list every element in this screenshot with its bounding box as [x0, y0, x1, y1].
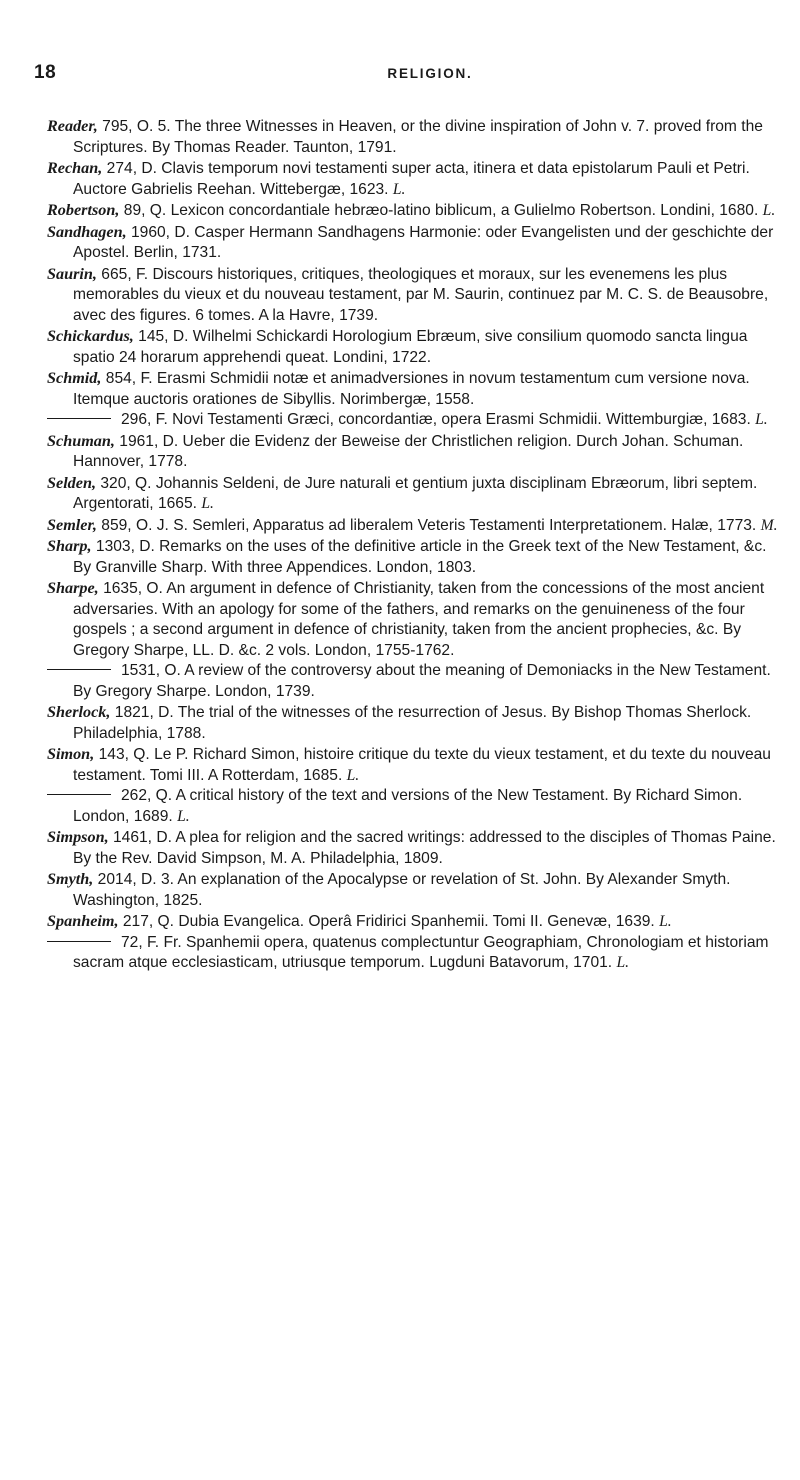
catalogue-entry — [47, 661, 779, 702]
catalogue-entry — [47, 536, 779, 578]
entry-author: Selden, — [47, 473, 97, 492]
ditto-dash — [47, 794, 111, 795]
collection-mark: L. — [177, 807, 190, 825]
entry-text: 2014, D. 3. An explanation of the Apocalypse or revelation of St. John. By Alexander Smyth. Washington, 1825. — [73, 871, 731, 909]
collection-mark: L. — [762, 202, 776, 219]
entry-text: 854, F. Erasmi Schmidii notæ et animadversiones in novum testamentum cum versione nova. Itemque auctoris orationes de Sibyllis. Norimbergæ, 1558. — [73, 370, 750, 408]
ditto-dash — [47, 418, 111, 419]
entry-text: 1821, D. The trial of the witnesses of the resurrection of Jesus. By Bishop Thomas Sherlock. Philadelphia, 1788. — [73, 704, 752, 742]
collection-mark: M. — [760, 516, 778, 534]
catalogue-entry — [47, 786, 779, 827]
entry-text: 320, Q. Johannis Seldeni, de Jure naturali et gentium juxta disciplinam Ebræorum, libri septem. Argentorati, 1665. — [73, 474, 758, 512]
catalogue-entry — [47, 933, 779, 974]
entry-text: 217, Q. Dubia Evangelica. Operâ Fridirici Spanhemii. Tomi II. Genevæ, 1639. — [122, 913, 655, 930]
catalogue-entry — [47, 158, 779, 200]
entry-author: Sharpe, — [47, 579, 99, 597]
catalogue-entry — [47, 744, 779, 786]
entry-author: Sharp, — [47, 537, 92, 555]
entry-author: Schmid, — [47, 369, 102, 387]
ditto-dash — [47, 941, 111, 942]
catalogue-entry — [47, 702, 779, 744]
entry-author: Sandhagen, — [47, 222, 127, 241]
entry-author: Reader, — [47, 117, 98, 135]
catalogue-entry — [47, 326, 779, 368]
catalogue-entry — [47, 578, 779, 661]
collection-mark: L. — [659, 913, 672, 930]
entry-author: Simon, — [47, 745, 95, 763]
page-header — [0, 62, 800, 92]
collection-mark: L. — [392, 180, 406, 198]
entry-author: Robertson, — [47, 201, 120, 219]
catalogue-entry — [47, 911, 779, 933]
entry-text: 296, F. Novi Testamenti Græci, concordantiæ, opera Erasmi Schmidii. Wittemburgiæ, 1683. — [121, 411, 751, 428]
entry-text: 72, F. Fr. Spanhemii opera, quatenus complectuntur Geographiam, Chronologiam et historiam sacram atque ecclesiasticam, utriusque temporum. Lugduni Batavorum, 1701. — [73, 933, 769, 971]
collection-mark: L. — [616, 954, 630, 971]
entry-text: 145, D. Wilhelmi Schickardi Horologium Ebræum, sive consilium quomodo sancta lingua spatio 24 horarum apprehendi queat. Londini, 1722. — [73, 328, 748, 366]
page-number: 18 — [34, 62, 57, 83]
entry-author: Smyth, — [47, 870, 94, 888]
catalogue-entry — [47, 116, 779, 158]
entry-text: 1303, D. Remarks on the uses of the definitive article in the Greek text of the New Testament, &c. By Granville Sharp. With three Appendices. London, 1803. — [73, 538, 767, 576]
catalogue-entry — [47, 827, 779, 869]
catalogue-entry — [47, 410, 779, 431]
entry-text: 1960, D. Casper Hermann Sandhagens Harmonie: oder Evangelisten und der geschichte der Apostel. Berlin, 1731. — [73, 223, 774, 261]
catalogue-entries — [47, 116, 779, 974]
entry-author: Saurin, — [47, 264, 97, 283]
entry-text: 1635, O. An argument in defence of Christianity, taken from the concessions of the most ancient adversaries. With an apology for some of the fathers, and remarks on the genuineness of the four gospels ; a second argument in defence of christianity, taken from the ancient prophecies, &c. By Gregory Sharpe, LL. D. &c. 2 vols. London, 1755-1762. — [73, 580, 765, 659]
entry-author: Simpson, — [47, 828, 109, 846]
entry-text: 859, O. J. S. Semleri, Apparatus ad liberalem Veteris Testamenti Interpretationem. Halæ, 1773. — [101, 516, 757, 534]
catalogue-entry — [47, 200, 779, 222]
catalogue-entry — [47, 515, 779, 537]
catalogue-entry — [47, 431, 779, 473]
catalogue-entry — [47, 473, 779, 515]
ditto-dash — [47, 669, 111, 670]
entry-text: 89, Q. Lexicon concordantiale hebræo-latino biblicum, a Gulielmo Robertson. Londini, 1680. — [123, 202, 759, 219]
catalogue-entry — [47, 368, 779, 410]
entry-text: 1461, D. A plea for religion and the sacred writings: addressed to the disciples of Thomas Paine. By the Rev. David Simpson, M. A. Philadelphia, 1809. — [73, 829, 776, 867]
entry-author: Schuman, — [47, 431, 115, 450]
entry-author: Semler, — [47, 515, 97, 534]
entry-author: Spanheim, — [47, 912, 119, 930]
entry-text: 262, Q. A critical history of the text and versions of the New Testament. By Richard Simon. London, 1689. — [73, 787, 743, 825]
entry-text: 665, F. Discours historiques, critiques, theologiques et moraux, sur les evenemens les plus memorables du vieux et du nouveau testament, par M. Saurin, continuez par M. C. S. de Beausobre, avec des figures. 6 tomes. A la Havre, 1739. — [73, 265, 769, 324]
catalogue-entry — [47, 222, 779, 264]
entry-author: Rechan, — [47, 159, 103, 177]
running-head: RELIGION. — [387, 66, 473, 81]
entry-text: 795, O. 5. The three Witnesses in Heaven, or the divine inspiration of John v. 7. proved from the Scriptures. By Thomas Reader. Taunton, 1791. — [73, 118, 763, 156]
catalogue-entry — [47, 264, 779, 327]
entry-text: 1961, D. Ueber die Evidenz der Beweise der Christlichen religion. Durch Johan. Schuman. Hannover, 1778. — [73, 432, 744, 470]
entry-text: 143, Q. Le P. Richard Simon, histoire critique du texte du vieux testament, et du texte du nouveau testament. Tomi III. A Rotterdam, 1685. — [73, 746, 771, 784]
entry-text: 274, D. Clavis temporum novi testamenti super acta, itinera et data epistolarum Pauli et Petri. Auctore Gabrielis Reehan. Wittebergæ, 1623. — [73, 160, 750, 198]
collection-mark: L. — [346, 766, 360, 784]
collection-mark: L. — [755, 411, 768, 428]
collection-mark: L. — [201, 495, 214, 512]
entry-author: Sherlock, — [47, 703, 111, 721]
catalogue-entry — [47, 869, 779, 911]
entry-author: Schickardus, — [47, 327, 134, 345]
entry-text: 1531, O. A review of the controversy about the meaning of Demoniacks in the New Testament. By Gregory Sharpe. London, 1739. — [73, 662, 771, 700]
